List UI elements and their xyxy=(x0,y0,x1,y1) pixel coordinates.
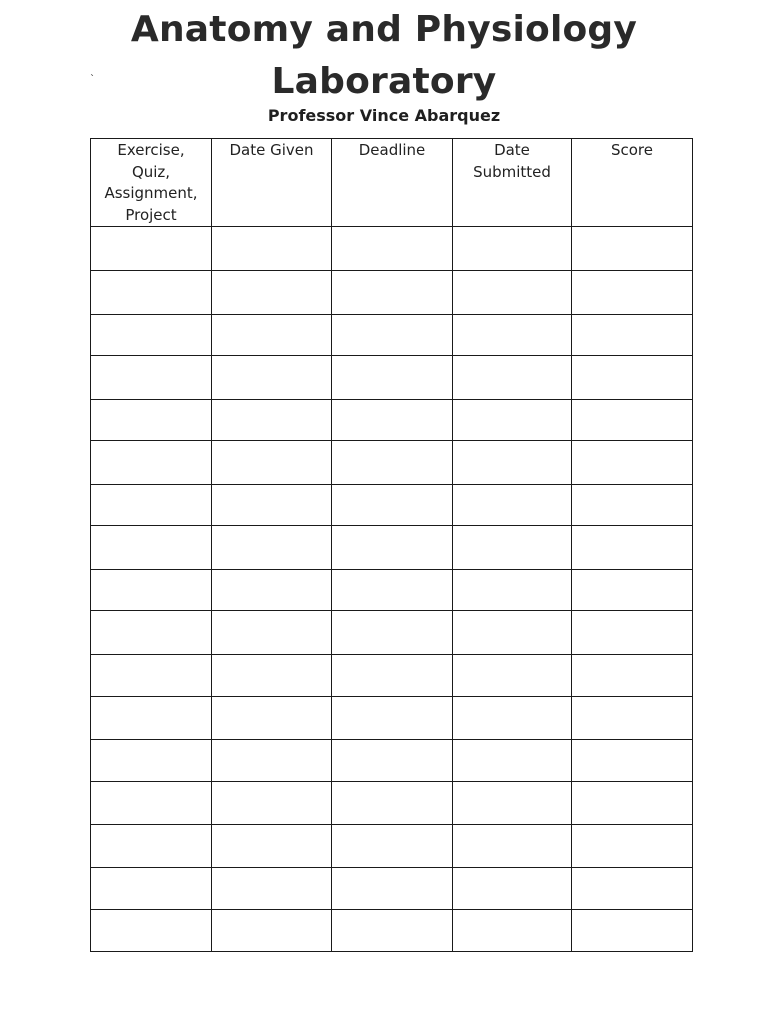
date-submitted-cell[interactable] xyxy=(453,485,572,526)
stray-mark: ` xyxy=(90,74,95,85)
table-row xyxy=(91,271,693,315)
activity-cell[interactable] xyxy=(91,611,212,655)
column-header-date-submitted: Date Submitted xyxy=(453,139,572,227)
score-cell[interactable] xyxy=(572,356,693,400)
score-cell[interactable] xyxy=(572,570,693,611)
table-row xyxy=(91,570,693,611)
date-given-cell[interactable] xyxy=(212,868,332,910)
deadline-cell[interactable] xyxy=(332,400,453,441)
table-row xyxy=(91,868,693,910)
activity-cell[interactable] xyxy=(91,782,212,825)
score-cell[interactable] xyxy=(572,526,693,570)
deadline-cell[interactable] xyxy=(332,485,453,526)
score-cell[interactable] xyxy=(572,611,693,655)
score-cell[interactable] xyxy=(572,655,693,697)
deadline-cell[interactable] xyxy=(332,740,453,782)
table-row xyxy=(91,611,693,655)
date-submitted-cell[interactable] xyxy=(453,868,572,910)
date-given-cell[interactable] xyxy=(212,485,332,526)
date-given-cell[interactable] xyxy=(212,400,332,441)
deadline-cell[interactable] xyxy=(332,697,453,740)
activity-cell[interactable] xyxy=(91,570,212,611)
deadline-cell[interactable] xyxy=(332,526,453,570)
date-submitted-cell[interactable] xyxy=(453,400,572,441)
deadline-cell[interactable] xyxy=(332,227,453,271)
activity-cell[interactable] xyxy=(91,910,212,952)
date-given-cell[interactable] xyxy=(212,782,332,825)
table-row xyxy=(91,740,693,782)
date-given-cell[interactable] xyxy=(212,740,332,782)
deadline-cell[interactable] xyxy=(332,271,453,315)
table-row xyxy=(91,526,693,570)
score-cell[interactable] xyxy=(572,400,693,441)
column-header-deadline: Deadline xyxy=(332,139,453,227)
deadline-cell[interactable] xyxy=(332,570,453,611)
activity-cell[interactable] xyxy=(91,526,212,570)
table-row xyxy=(91,697,693,740)
date-given-cell[interactable] xyxy=(212,271,332,315)
deadline-cell[interactable] xyxy=(332,315,453,356)
date-submitted-cell[interactable] xyxy=(453,825,572,868)
date-given-cell[interactable] xyxy=(212,526,332,570)
date-given-cell[interactable] xyxy=(212,825,332,868)
activity-cell[interactable] xyxy=(91,485,212,526)
table-row xyxy=(91,825,693,868)
activity-cell[interactable] xyxy=(91,740,212,782)
activity-cell[interactable] xyxy=(91,868,212,910)
table-row xyxy=(91,356,693,400)
table-row xyxy=(91,400,693,441)
date-given-cell[interactable] xyxy=(212,356,332,400)
date-submitted-cell[interactable] xyxy=(453,526,572,570)
activity-cell[interactable] xyxy=(91,655,212,697)
activity-cell[interactable] xyxy=(91,271,212,315)
table-row xyxy=(91,782,693,825)
date-submitted-cell[interactable] xyxy=(453,227,572,271)
activity-cell[interactable] xyxy=(91,825,212,868)
date-given-cell[interactable] xyxy=(212,655,332,697)
column-header-score: Score xyxy=(572,139,693,227)
score-cell[interactable] xyxy=(572,782,693,825)
date-submitted-cell[interactable] xyxy=(453,697,572,740)
deadline-cell[interactable] xyxy=(332,782,453,825)
activity-cell[interactable] xyxy=(91,441,212,485)
date-given-cell[interactable] xyxy=(212,697,332,740)
date-given-cell[interactable] xyxy=(212,910,332,952)
deadline-cell[interactable] xyxy=(332,655,453,697)
table-row xyxy=(91,655,693,697)
activity-cell[interactable] xyxy=(91,227,212,271)
date-given-cell[interactable] xyxy=(212,227,332,271)
activity-cell[interactable] xyxy=(91,315,212,356)
score-cell[interactable] xyxy=(572,825,693,868)
score-cell[interactable] xyxy=(572,271,693,315)
date-submitted-cell[interactable] xyxy=(453,611,572,655)
document-title-line-1: Anatomy and Physiology xyxy=(130,9,638,50)
table-row xyxy=(91,910,693,952)
deadline-cell[interactable] xyxy=(332,868,453,910)
table-header-row xyxy=(91,139,693,227)
assignment-log-table xyxy=(90,138,693,952)
date-given-cell[interactable] xyxy=(212,315,332,356)
score-cell[interactable] xyxy=(572,441,693,485)
column-header-date-given: Date Given xyxy=(212,139,332,227)
deadline-cell[interactable] xyxy=(332,611,453,655)
date-submitted-cell[interactable] xyxy=(453,570,572,611)
table-row xyxy=(91,485,693,526)
date-submitted-cell[interactable] xyxy=(453,782,572,825)
date-submitted-cell[interactable] xyxy=(453,441,572,485)
deadline-cell[interactable] xyxy=(332,910,453,952)
activity-cell[interactable] xyxy=(91,697,212,740)
date-submitted-cell[interactable] xyxy=(453,655,572,697)
date-given-cell[interactable] xyxy=(212,441,332,485)
table-body xyxy=(91,227,693,952)
score-cell[interactable] xyxy=(572,697,693,740)
date-given-cell[interactable] xyxy=(212,611,332,655)
date-submitted-cell[interactable] xyxy=(453,271,572,315)
score-cell[interactable] xyxy=(572,910,693,952)
table-row xyxy=(91,441,693,485)
deadline-cell[interactable] xyxy=(332,356,453,400)
date-given-cell[interactable] xyxy=(212,570,332,611)
score-cell[interactable] xyxy=(572,227,693,271)
score-cell[interactable] xyxy=(572,485,693,526)
deadline-cell[interactable] xyxy=(332,441,453,485)
score-cell[interactable] xyxy=(572,868,693,910)
date-submitted-cell[interactable] xyxy=(453,315,572,356)
table-row xyxy=(91,315,693,356)
column-header-activity: Exercise, Quiz, Assignment, Project xyxy=(91,139,212,227)
date-submitted-cell[interactable] xyxy=(453,356,572,400)
date-submitted-cell[interactable] xyxy=(453,910,572,952)
date-submitted-cell[interactable] xyxy=(453,740,572,782)
professor-subtitle: Professor Vince Abarquez xyxy=(267,106,501,125)
document-title-line-2: Laboratory xyxy=(271,61,497,102)
activity-cell[interactable] xyxy=(91,356,212,400)
score-cell[interactable] xyxy=(572,315,693,356)
activity-cell[interactable] xyxy=(91,400,212,441)
table-row xyxy=(91,227,693,271)
deadline-cell[interactable] xyxy=(332,825,453,868)
score-cell[interactable] xyxy=(572,740,693,782)
